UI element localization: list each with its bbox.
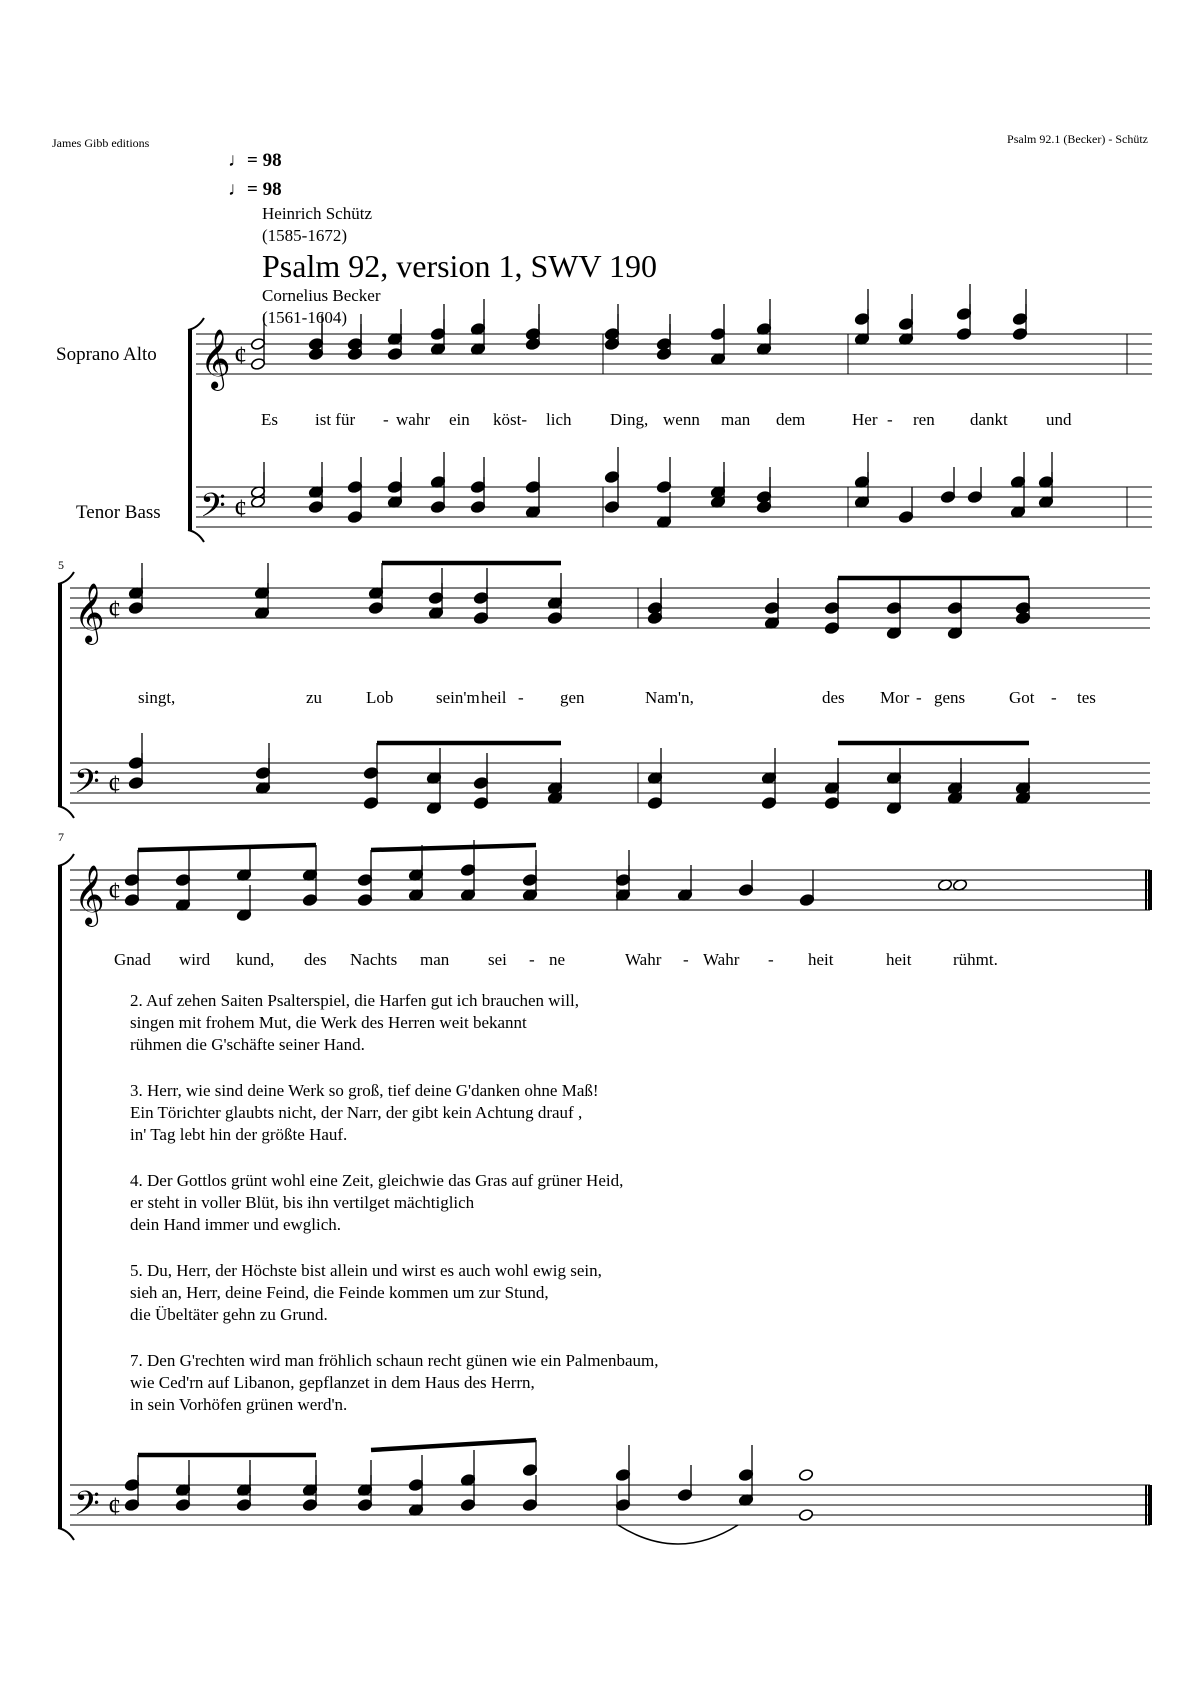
instrument-name-lower: Tenor Bass (76, 502, 161, 523)
note-beam (371, 845, 536, 850)
lyric-syllable: wahr (396, 410, 430, 429)
lyric-syllable: gen (560, 688, 585, 707)
verse-line: in' Tag lebt hin der größte Hauf. (130, 1125, 348, 1144)
measure-number: 7 (58, 830, 64, 844)
verse-line: wie Ced'rn auf Libanon, gepflanzet in dem Haus des Herrn, (130, 1373, 535, 1392)
lyric-syllable: man (420, 950, 450, 969)
measure-number: 5 (58, 558, 64, 572)
lyric-syllable: Wahr (703, 950, 740, 969)
verse-line: singen mit frohem Mut, die Werk des Herren weit bekannt (130, 1013, 527, 1032)
lyric-syllable: ren (913, 410, 935, 429)
lyric-syllable: singt, (138, 688, 176, 707)
cut-time-icon: ¢ (108, 1492, 121, 1521)
lyric-syllable: - (887, 410, 893, 429)
note-beam (371, 1440, 536, 1450)
lyric-syllable: Mor (880, 688, 910, 707)
composer-dates: (1585-1672) (262, 226, 347, 245)
quarter-note-icon: ♩ (228, 179, 247, 200)
verse-line: 2. Auf zehen Saiten Psalterspiel, die Harfen gut ich brauchen will, (130, 991, 579, 1010)
lyric-syllable: lich (546, 410, 572, 429)
verse-line: er steht in voller Blüt, bis ihn vertilget mächtiglich (130, 1193, 475, 1212)
treble-clef-icon: 𝄞 (74, 583, 105, 643)
lyric-syllable: Wahr (625, 950, 662, 969)
lyric-syllable: - (683, 950, 689, 969)
lyric-syllable: Nachts (350, 950, 398, 969)
verse-line: 4. Der Gottlos grünt wohl eine Zeit, gleichwie das Gras auf grüner Heid, (130, 1171, 624, 1190)
lyric-syllable: wenn (663, 410, 700, 429)
lyric-syllable: des (304, 950, 327, 969)
lyric-syllable: heil (481, 688, 507, 707)
poet-dates: (1561-1604) (262, 308, 347, 327)
header-right: Psalm 92.1 (Becker) - Schütz (1007, 132, 1148, 146)
system-bracket (58, 806, 74, 818)
lyric-syllable: heit (808, 950, 834, 969)
note-beam (138, 845, 316, 850)
slur-icon (618, 1525, 738, 1544)
lyric-syllable: und (1046, 410, 1072, 429)
treble-clef-icon: 𝄞 (74, 865, 105, 925)
lyric-syllable: Es (261, 410, 278, 429)
verse-line: rühmen die G'schäfte seiner Hand. (130, 1035, 365, 1054)
lyric-syllable: zu (306, 688, 323, 707)
cut-time-icon: ¢ (108, 770, 121, 799)
lyric-syllable: gens (934, 688, 966, 707)
cut-time-icon: ¢ (234, 494, 247, 523)
lyric-syllable: Ding, (610, 410, 649, 429)
poet-name: Cornelius Becker (262, 286, 381, 305)
lyric-syllable: sein'm (436, 688, 480, 707)
lyric-syllable: ne (549, 950, 566, 969)
cut-time-icon: ¢ (108, 595, 121, 624)
lyric-syllable: wird (179, 950, 211, 969)
lyric-syllable: sei (488, 950, 507, 969)
lyric-syllable: köst- (493, 410, 527, 429)
lyric-syllable: ist für (315, 410, 356, 429)
verse-line: 7. Den G'rechten wird man fröhlich schaun recht günen wie ein Palmenbaum, (130, 1351, 659, 1370)
lyric-syllable: dankt (970, 410, 1008, 429)
lyric-syllable: des (822, 688, 845, 707)
bass-clef-icon: 𝄢 (74, 1485, 100, 1531)
lyric-syllable: tes (1077, 688, 1096, 707)
verse-line: in sein Vorhöfen grünen werd'n. (130, 1395, 348, 1414)
treble-clef-icon: 𝄞 (200, 329, 231, 389)
cut-time-icon: ¢ (234, 341, 247, 370)
lyric-syllable: - (518, 688, 524, 707)
lyric-syllable: - (529, 950, 535, 969)
lyric-syllable: Nam'n, (645, 688, 694, 707)
system-bracket (58, 1528, 74, 1540)
bass-clef-icon: 𝄢 (74, 763, 100, 809)
lyric-syllable: Gnad (114, 950, 151, 969)
lyric-syllable: Lob (366, 688, 394, 707)
lyric-syllable: Her (852, 410, 878, 429)
lyric-syllable: ein (449, 410, 470, 429)
lyric-syllable: - (383, 410, 389, 429)
composer-name: Heinrich Schütz (262, 204, 372, 223)
cut-time-icon: ¢ (108, 877, 121, 906)
verse-line: 5. Du, Herr, der Höchste bist allein und wirst es auch wohl ewig sein, (130, 1261, 602, 1280)
verse-line: Ein Törichter glaubts nicht, der Narr, der gibt kein Achtung drauf , (130, 1103, 583, 1122)
lyric-syllable: - (768, 950, 774, 969)
verse-line: sieh an, Herr, deine Feind, die Feinde kommen um zur Stund, (130, 1283, 549, 1302)
bass-clef-icon: 𝄢 (200, 487, 226, 533)
page-title: Psalm 92, version 1, SWV 190 (262, 248, 657, 284)
instrument-name-upper: Soprano Alto (56, 344, 157, 365)
note-head (798, 1508, 813, 1521)
lyric-syllable: - (1051, 688, 1057, 707)
lyric-syllable: - (916, 688, 922, 707)
lyric-syllable: Got (1009, 688, 1035, 707)
system-bracket (58, 854, 74, 866)
lyric-syllable: kund, (236, 950, 275, 969)
note-head (798, 1468, 813, 1481)
system-bracket (58, 572, 74, 584)
tempo-mark: ♩= 98 (228, 179, 282, 200)
tempo-mark: ♩= 98 (228, 150, 282, 171)
verse-line: 3. Herr, wie sind deine Werk so groß, tief deine G'danken ohne Maß! (130, 1081, 599, 1100)
quarter-note-icon: ♩ (228, 150, 247, 171)
lyric-syllable: heit (886, 950, 912, 969)
lyric-syllable: dem (776, 410, 806, 429)
lyric-syllable: man (721, 410, 751, 429)
verse-line: dein Hand immer und ewglich. (130, 1215, 342, 1234)
lyric-syllable: rühmt. (953, 950, 998, 969)
header-left: James Gibb editions (52, 136, 150, 150)
verse-line: die Übeltäter gehn zu Grund. (130, 1305, 328, 1324)
